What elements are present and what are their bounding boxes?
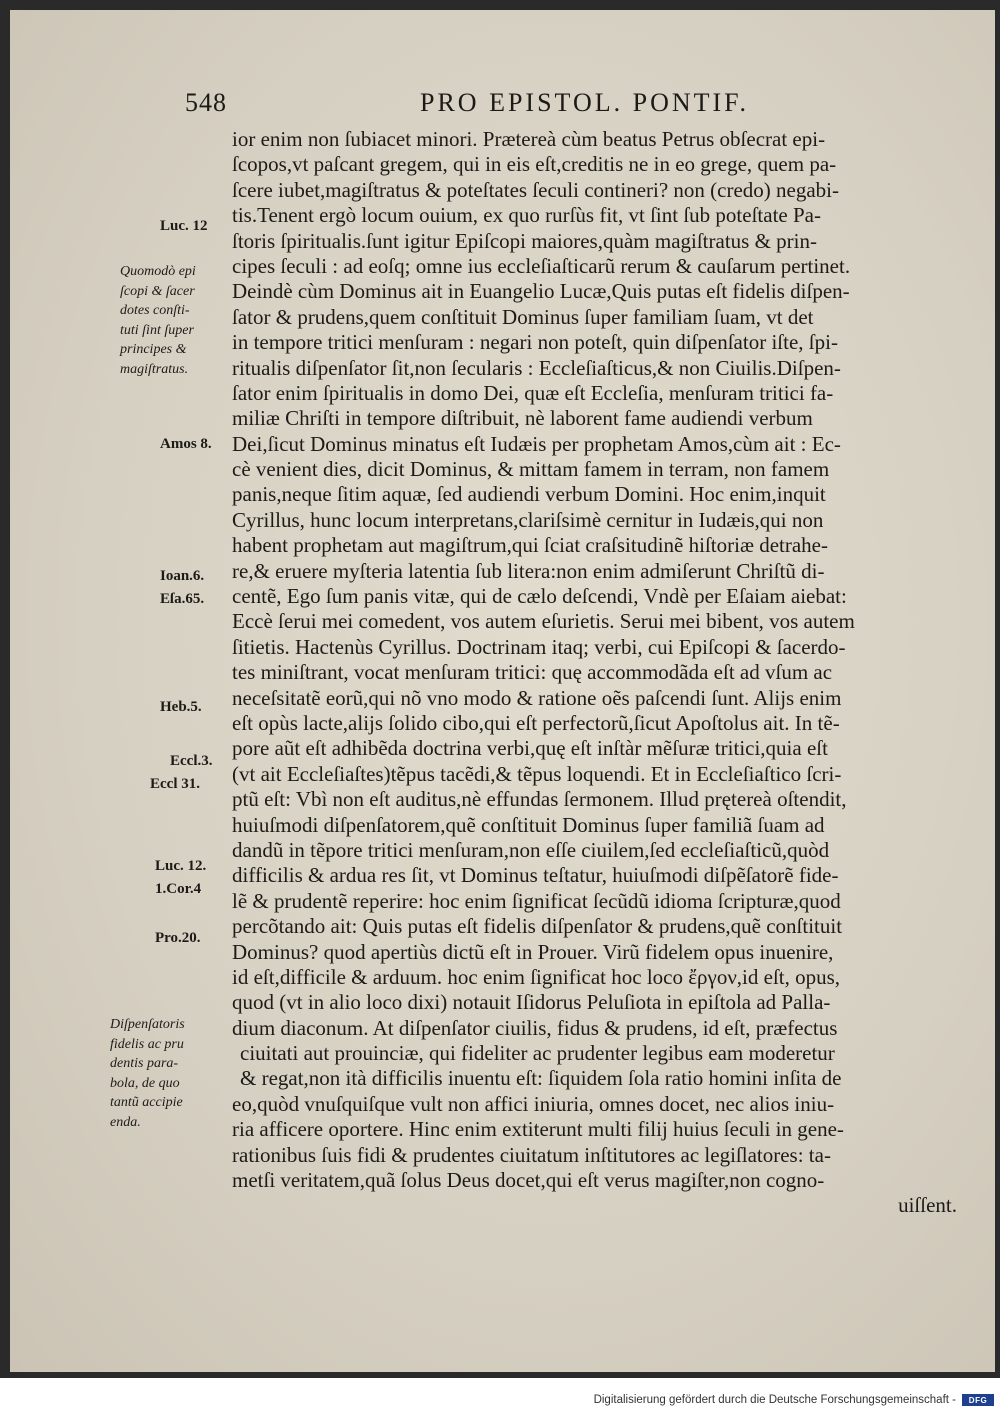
text-line: ciuitati aut prouinciæ, qui fideliter ac prudenter legibus eam moderetur xyxy=(240,1041,835,1066)
text-line: percõtando ait: Quis putas eſt fidelis diſpenſator & prudens,quẽ conſtituit xyxy=(232,914,843,939)
text-line: ior enim non ſubiacet minori. Prætereà cùm beatus Petrus obſecrat epi- xyxy=(232,127,826,151)
margin-ref-pro20: Pro.20. xyxy=(155,930,201,946)
text-line: miliæ Chriſti in tempore diſtribuit, nè laborent fame audiendi verbum xyxy=(232,406,813,431)
text-line: ſcere iubet,magiſtratus & poteſtates ſeculi contineri? non (credo) negabi- xyxy=(232,177,840,202)
text-line: neceſsitatẽ eorũ,qui nõ vno modo & ratione oẽs paſcendi ſunt. Alijs enim xyxy=(232,685,842,710)
margin-note-line: fidelis ac pru xyxy=(110,1036,184,1052)
text-line: Dei,ſicut Dominus minatus eſt Iudæis per prophetam Amos,cùm ait : Ec- xyxy=(232,431,841,456)
margin-ref-ioan6: Ioan.6. xyxy=(160,568,205,584)
margin-ref-esa65: Eſa.65. xyxy=(160,591,205,607)
text-line: ria afficere oportere. Hinc enim extiterunt multi filij huius ſeculi in gene- xyxy=(232,1117,844,1142)
margin-notes xyxy=(10,10,232,1372)
margin-note-line: Quomodò epi xyxy=(120,264,196,279)
margin-ref-heb5: Heb.5. xyxy=(160,699,202,715)
text-line: ſcopos,vt paſcant gregem, qui in eis eſt,creditis ne in eo grege, quem pa- xyxy=(232,152,837,177)
text-line: Eccè ſerui mei comedent, vos autem eſurietis. Serui mei bibent, vos autem xyxy=(232,609,855,634)
text-line: ſator enim ſpiritualis in domo Dei, quæ eſt Eccleſia, menſuram tritici fa- xyxy=(232,380,834,405)
margin-note-line: tuti ſint ſuper xyxy=(120,322,194,338)
text-line: Deindè cùm Dominus ait in Euangelio Lucæ,Quis putas eſt fidelis diſpen- xyxy=(232,279,850,304)
text-line: ſtoris ſpiritualis.ſunt igitur Epiſcopi maiores,quàm magiſtratus & prin- xyxy=(232,228,817,253)
text-line: tis.Tenent ergò locum ouium, ex quo rurſùs fit, vt ſint ſub poteſtate Pa- xyxy=(232,203,821,228)
text-line: Cyrillus, hunc locum interpretans,clariſsimè cernitur in Iudæis,qui non xyxy=(232,507,824,532)
text-line: centẽ, Ego ſum panis vitæ, qui de cælo deſcendi, Vndè per Eſaiam aiebat: xyxy=(232,584,847,609)
text-line: (vt ait Eccleſiaſtes)tẽpus tacẽdi,& tẽpus loquendi. Et in Eccleſiaſtico ſcri- xyxy=(232,761,842,786)
footer-credit-text: Digitalisierung gefördert durch die Deutsche Forschungsgemeinschaft - xyxy=(593,1394,956,1406)
margin-note-line: enda. xyxy=(110,1114,141,1130)
text-line: lẽ & prudentẽ reperire: hoc enim ſignificat ſecũdũ idioma ſcripturæ,quod xyxy=(232,888,841,913)
text-line: ptũ eſt: Vbì non eſt auditus,nè effundas ſermonem. Illud prętereà oſtendit, xyxy=(232,787,847,812)
margin-note-line: dotes conſti- xyxy=(120,303,190,318)
text-line: id eſt,difficile & arduum. hoc enim ſignificat hoc loco ἔργον,id eſt, opus, xyxy=(232,964,841,989)
margin-note-line: Diſpenſatoris xyxy=(110,1017,185,1032)
text-line: habent prophetam aut magiſtrum,qui ſciat craſsitudinẽ hiſtoriæ detrahe- xyxy=(232,533,828,558)
margin-ref-eccl3: Eccl.3. xyxy=(170,753,213,769)
text-line: eſt opùs lacte,alijs ſolido cibo,qui eſt perfectorũ,ſicut Apoſtolus ait. In tẽ- xyxy=(232,710,840,735)
digitization-footer xyxy=(594,1392,994,1408)
margin-ref-1cor4: 1.Cor.4 xyxy=(155,881,202,897)
dfg-logo-icon: DFG xyxy=(962,1394,994,1406)
margin-note-line: magiſtratus. xyxy=(120,361,189,377)
text-line: rationibus ſuis fidi & prudentes ciuitatum inſtitutores ac legiſlatores: ta- xyxy=(232,1142,831,1167)
body-text xyxy=(232,127,967,1219)
margin-note-line: ſcopi & ſacer xyxy=(120,283,195,299)
margin-ref-luc12b: Luc. 12. xyxy=(155,858,207,874)
margin-note-line: tantũ accipie xyxy=(110,1095,183,1110)
text-line: ritualis diſpenſator ſit,non ſecularis : Eccleſiaſticus,& non Ciuilis.Diſpen- xyxy=(232,355,841,380)
text-line: re,& eruere myſteria latentia ſub litera:non enim admiſerunt Chriſtũ di- xyxy=(232,558,825,583)
text-line: cipes ſeculi : ad eoſq; omne ius eccleſiaſticarũ rerum & cauſarum pertinet. xyxy=(232,253,851,278)
text-line: dium diaconum. At diſpenſator ciuilis, fidus & prudens, id eſt, præfectus xyxy=(232,1015,838,1040)
margin-note-line: principes & xyxy=(120,342,187,357)
text-line: eo,quòd vnuſquiſque vult non affici iniuria, omnes docet, nec alios iniu- xyxy=(232,1091,835,1116)
text-line: cè venient dies, dicit Dominus, & mittam famem in terram, non famem xyxy=(232,457,830,482)
margin-note-episcopi xyxy=(120,262,196,379)
margin-note-line: dentis para- xyxy=(110,1056,179,1071)
text-line: uiſſent. xyxy=(898,1193,957,1218)
text-line: Dominus? quod apertiùs dictũ eſt in Prouer. Virũ fidelem opus inuenire, xyxy=(232,939,834,964)
text-line: metſi veritatem,quã ſolus Deus docet,qui eſt verus magiſter,non cogno- xyxy=(232,1168,825,1193)
text-line: quod (vt in alio loco dixi) notauit Iſidorus Peluſiota in epiſtola ad Palla- xyxy=(232,990,831,1015)
text-line: pore aũt eſt adhibẽda doctrina verbi,quę eſt inſtàr mẽſuræ tritici,quia eſt xyxy=(232,736,828,761)
book-page xyxy=(10,10,995,1372)
page-number: 548 xyxy=(185,88,227,117)
margin-note-dispensatoris xyxy=(110,1015,185,1132)
text-line: ſator & prudens,quem conſtituit Dominus ſuper familiam ſuam, vt det xyxy=(232,304,814,329)
page-header xyxy=(185,88,960,128)
margin-ref-luc12: Luc. 12 xyxy=(160,218,208,234)
text-line: dandũ in tẽpore tritici menſuram,non eſſe ciuilem,ſed eccleſiaſticũ,quòd xyxy=(232,837,830,862)
text-line: ſitietis. Hactenùs Cyrillus. Doctrinam itaq; verbi, cui Epiſcopi & ſacerdo- xyxy=(232,634,846,659)
text-line: in tempore tritici menſuram : negari non poteſt, quin diſpenſator iſte, ſpi- xyxy=(232,330,838,355)
text-line: difficilis & ardua res ſit, vt Dominus teſtatur, huiuſmodi diſpẽſatorẽ fide- xyxy=(232,863,839,888)
margin-ref-eccl31: Eccl 31. xyxy=(150,776,200,792)
text-line: huiuſmodi diſpenſatorem,quẽ conſtituit Dominus ſuper familiã ſuam ad xyxy=(232,812,825,837)
text-line: tes miniſtrant, vocat menſuram tritici: quę accommodãda eſt ad vſum ac xyxy=(232,660,833,685)
running-title: PRO EPISTOL. PONTIF. xyxy=(420,88,750,117)
margin-ref-amos8: Amos 8. xyxy=(160,436,212,452)
text-line: & regat,non ità difficilis inuentu eſt: ſiquidem ſola ratio homini inſita de xyxy=(240,1066,842,1091)
margin-note-line: bola, de quo xyxy=(110,1075,180,1091)
text-line: panis,neque ſitim aquæ, ſed audiendi verbum Domini. Hoc enim,inquit xyxy=(232,482,826,507)
